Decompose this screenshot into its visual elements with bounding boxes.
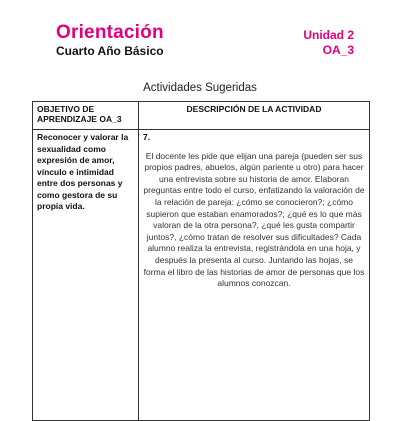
objective-code-label: OA_3: [322, 43, 354, 57]
grade-title: Cuarto Año Básico: [56, 44, 164, 58]
activity-number: 7.: [143, 132, 151, 142]
document-header-right: [303, 28, 354, 58]
unit-label: Unidad 2: [303, 28, 354, 42]
table-header-row: [33, 102, 370, 130]
description-cell: [139, 130, 370, 421]
activity-description: El docente les pide que elijan una pareja (pueden ser sus propios padres, abuelos, algún pariente u otro) para hacer una entrevista sobre su historia de amor. Elaboran preguntas entre todo el curso, enfatizando la valoración de la relación de pareja: ¿cómo se conocieron?; ¿cómo supieron que estaban enamorados?; ¿qué es lo que más valoran de la otra persona?, ¿qué les gusta compartir juntos?, ¿cómo tratan de resolver sus dificultades? Cada alumno realiza la entrevista, registrándola en una hoja, y después la presenta al curso. Juntando las hojas, se forma el libro de las historias de amor de personas que los alumnos conozcan.: [143, 150, 365, 289]
objective-column-header: OBJETIVO DE APRENDIZAJE OA_3: [33, 102, 139, 130]
description-column-header: DESCRIPCIÓN DE LA ACTIVIDAD: [139, 102, 370, 130]
activity-table: [32, 101, 370, 421]
subject-title: Orientación: [56, 22, 164, 43]
document-header-left: [56, 22, 164, 59]
section-title: Actividades Sugeridas: [143, 82, 257, 94]
table-row: [33, 130, 370, 421]
objective-cell: Reconocer y valorar la sexualidad como expresión de amor, vínculo e intimidad entre dos personas y como gestora de su propia vida.: [33, 130, 139, 421]
